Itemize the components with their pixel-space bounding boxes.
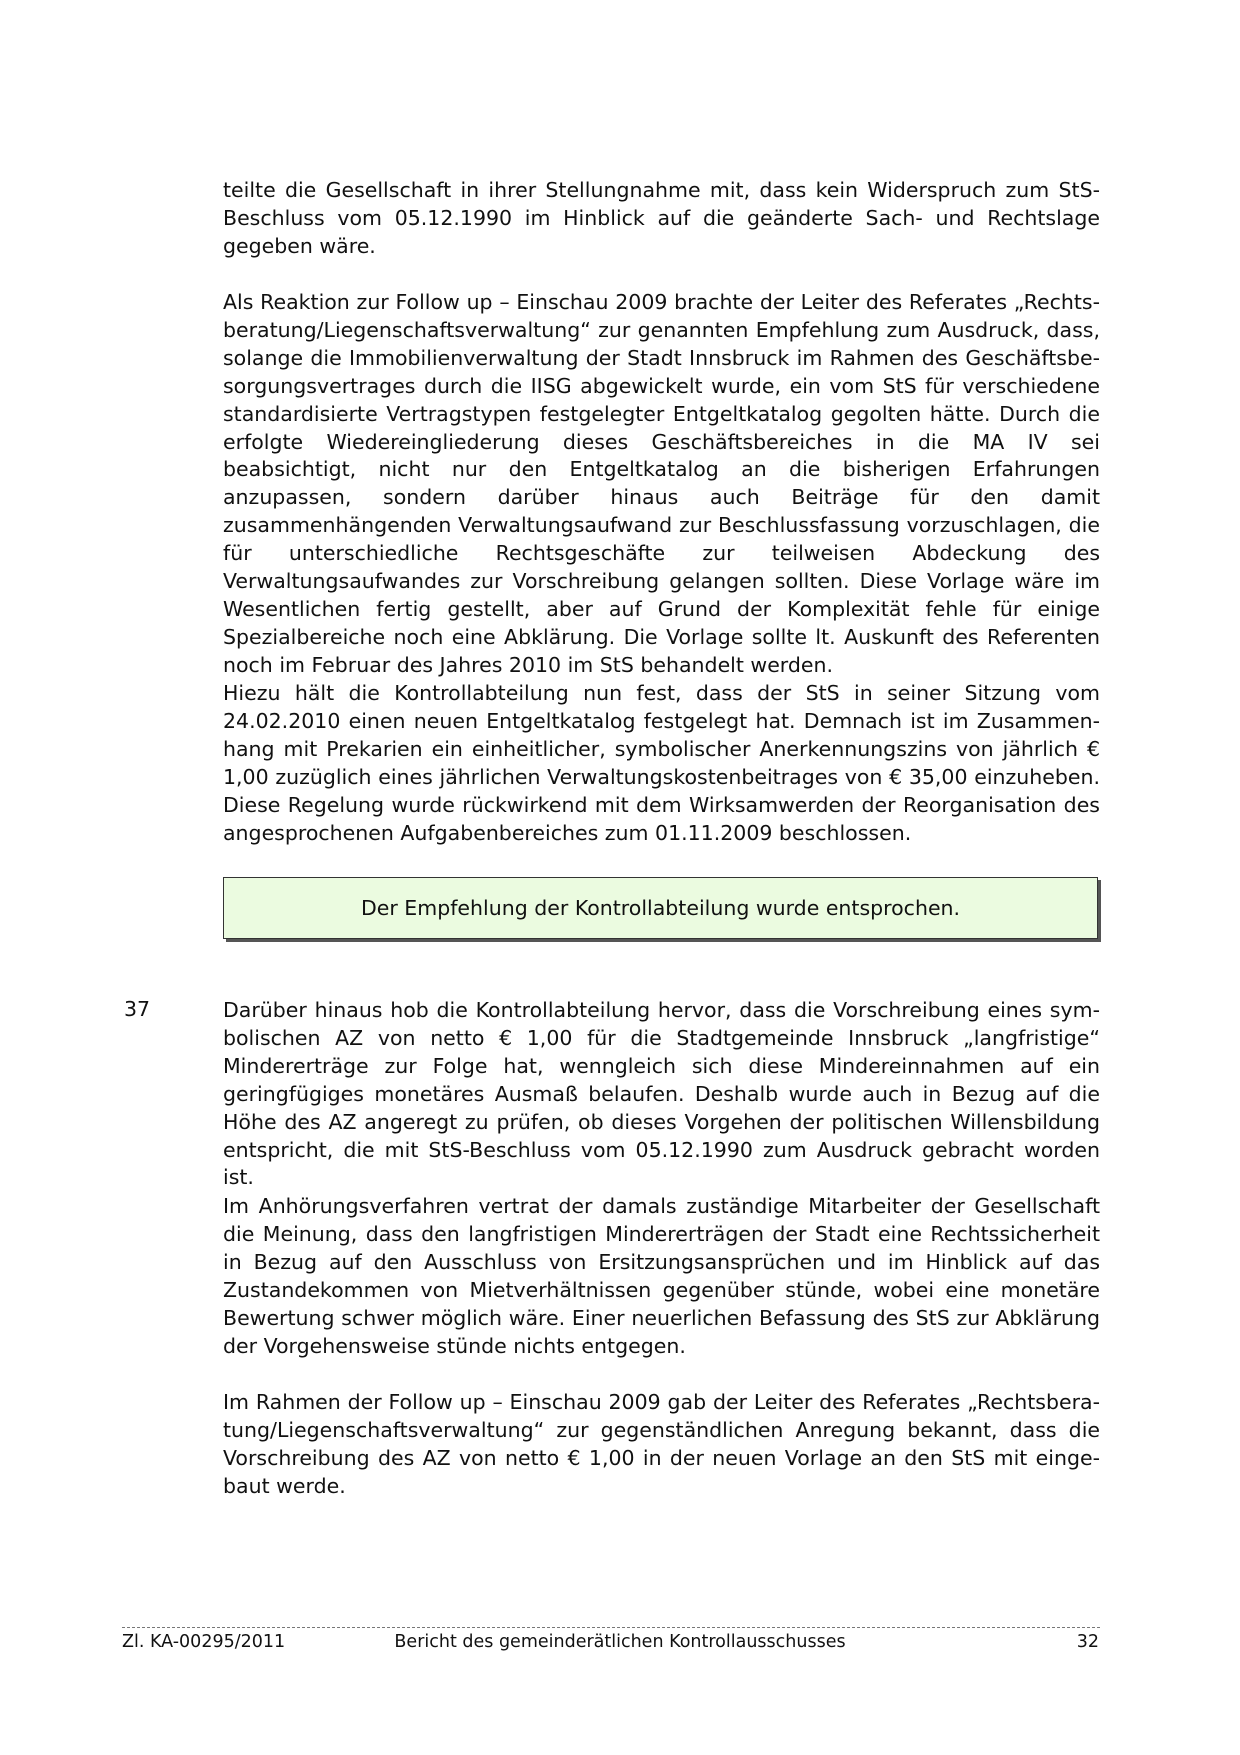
paragraph-4: Darüber hinaus hob die Kontrollabteilung hervor, dass die Vorschreibung eines symbolischen AZ von netto € 1,00 für die Stadtgemeinde Innsbruck „langfristige“ Mindererträge zur Folge hat, wenngleich sich diese Mindereinnahmen auf ein geringfügiges monetäres Ausmaß belaufen. Deshalb wurde auch in Bezug auf die Höhe des AZ angeregt zu prüfen, ob dieses Vorgehen der politischen Willensbildung entspricht, die mit StS-Beschluss vom 05.12.1990 zum Ausdruck gebracht worden ist. (223, 998, 1100, 1190)
footer-title: Bericht des gemeinderätlichen Kontrollausschusses (394, 1632, 846, 1652)
paragraph-1: teilte die Gesellschaft in ihrer Stellungnahme mit, dass kein Widerspruch zum StS-Beschluss vom 05.12.1990 im Hinblick auf die geänderte Sach- und Rechtslage gegeben wäre. (223, 178, 1100, 258)
footer-divider (122, 1627, 1100, 1628)
paragraph-6: Im Rahmen der Follow up – Einschau 2009 gab der Leiter des Referates „Rechtsberatung/Liegenschaftsverwaltung“ zur gegenständlichen Anregung bekannt, dass die Vorschreibung des AZ von netto € 1,00 in der neuen Vorlage an den StS mit eingebaut werde. (223, 1390, 1100, 1498)
paragraph-3: Hiezu hält die Kontrollabteilung nun fest, dass der StS in seiner Sitzung vom 24.02.2010 einen neuen Entgeltkatalog festgelegt hat. Demnach ist im Zusammenhang mit Prekarien ein einheitlicher, symbolischer Anerkennungszins von jährlich € 1,00 zuzüglich eines jährlichen Verwaltungskostenbeitrages von € 35,00 einzuheben. Diese Regelung wurde rückwirkend mit dem Wirksamwerden der Reorganisation des angesprochenen Aufgabenbereiches zum 01.11.2009 beschlossen. (223, 681, 1100, 845)
paragraph-5: Im Anhörungsverfahren vertrat der damals zuständige Mitarbeiter der Gesellschaft die Meinung, dass den langfristigen Mindererträgen der Stadt eine Rechtssicherheit in Bezug auf den Ausschluss von Ersitzungsansprüchen und im Hinblick auf das Zustandekommen von Mietverhältnissen gegenüber stünde, wobei eine monetäre Bewertung schwer möglich wäre. Einer neuerlichen Befassung des StS zur Abklärung der Vorgehensweise stünde nichts entgegen. (223, 1194, 1100, 1358)
recommendation-text: Der Empfehlung der Kontrollabteilung wurde entsprochen. (360, 896, 961, 920)
recommendation-box (223, 877, 1098, 939)
paragraph-2: Als Reaktion zur Follow up – Einschau 2009 brachte der Leiter des Referates „Rechtsberatung/Liegenschaftsverwaltung“ zur genannten Empfehlung zum Ausdruck, dass, solange die Immobilienverwaltung der Stadt Innsbruck im Rahmen des Geschäftsbesorgungsvertrages durch die IISG abgewickelt wurde, ein vom StS für verschiedene standardisierte Vertragstypen festgelegter Entgeltkatalog gegolten hätte. Durch die erfolgte Wiedereingliederung dieses Geschäftsbereiches in die MA IV sei beabsichtigt, nicht nur den Entgeltkatalog an die bisherigen Erfahrungen anzupassen, sondern darüber hinaus auch Beiträge für den damit zusammenhängenden Verwaltungsaufwand zur Beschlussfassung vorzuschlagen, die für unterschiedliche Rechtsgeschäfte zur teilweisen Abdeckung des Verwaltungsaufwandes zur Vorschreibung gelangen sollten. Diese Vorlage wäre im Wesentlichen fertig gestellt, aber auf Grund der Komplexität fehle für einige Spezialbereiche noch eine Abklärung. Die Vorlage sollte lt. Auskunft des Referenten noch im Februar des Jahres 2010 im StS behandelt werden. (223, 290, 1100, 677)
page-number: 32 (1076, 1632, 1099, 1652)
footer-reference: Zl. KA-00295/2011 (122, 1632, 286, 1652)
paragraph-number: 37 (124, 997, 151, 1021)
